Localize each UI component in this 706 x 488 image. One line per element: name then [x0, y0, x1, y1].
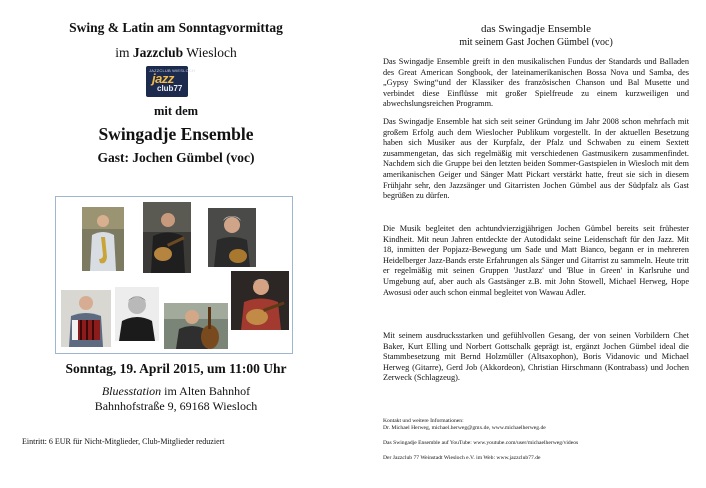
photo-guitarist-2 [208, 208, 256, 267]
article-right-column [383, 0, 689, 488]
photo-guitarist-1 [143, 202, 191, 273]
event-date-time: Sonntag, 19. April 2015, um 11:00 Uhr [65, 361, 287, 376]
guitarist-icon [208, 208, 256, 267]
guitarist-icon [143, 202, 191, 273]
photo-saxophone-player [82, 207, 124, 271]
band-photo-collage [55, 196, 293, 354]
article-paragraph: Die Musik begleitet den achtundvierzigjährigen Jochen Gümbel bereits seit frühester Kindheit. Mit neun Jahren entdeckte der Autodidakt seine Leidenschaft für den Jazz. Mit 18, inmitten der Popjazz-Bewegung um Sade und Matt Bianco, begann er in mehreren Heidelberger Jazz-Bands erste Erfahrungen als Sänger und Gitarrist zu sammeln. Heute tritt er regelmäßig mit seinen Gruppen 'JustJazz' und 'Blue in Green' in Karlsruhe und Umgebung auf, aber auch als Gastsänger z.B. mit John Stowell, Michael Herweg, Hope Awosusi oder auch schon einmal begleitet von Wawau Adler. [383, 224, 689, 297]
with-text: mit dem [153, 104, 199, 118]
accordion-player-icon [61, 290, 111, 347]
photo-accordion-player [61, 290, 111, 347]
event-venue: Bluesstation im Alten Bahnhof [101, 384, 251, 398]
flyer-venue-line: im Jazzclub Wiesloch [115, 45, 237, 60]
photo-singer [115, 287, 159, 341]
event-address: Bahnhofstraße 9, 69168 Wiesloch [94, 399, 258, 413]
guitarist-icon [231, 271, 289, 330]
article-paragraph: Mit seinem ausdrucksstarken und gefühlvollen Gesang, der von seinen Vorbildern Chet Baker, Kurt Elling und Norbert Gottschalk geprägt ist, ergänzt Jochen Gümbel ideal die Stammbesetzung mit Bernd Holzmüller (Altsaxophon), Boris Vidanovic und Michael Herweg (Gitarre), Gerd Job (Akkordeon), Christian Hirschmann (Kontrabass) und Jochen Zerweck (Schlagzeug). [383, 331, 689, 383]
flyer-left-column [0, 0, 352, 488]
contact-heading: Kontakt und weitere Informationen: [383, 418, 464, 424]
jazzclub-logo: JAZZCLUB WIESLOCH jazz club77 [146, 66, 188, 97]
photo-guitarist-3 [231, 271, 289, 330]
article-paragraph: Das Swingadje Ensemble hat sich seit seiner Gründung im Jahr 2008 schon mehrfach mit großem Erfolg auch dem Wieslocher Publikum vorgestellt. In der aktuellen Besetzung haben sich Musiker aus der Kurpfalz, der Pfalz und Schwaben zu einem Sextett zusammengetan, das sich regelmäßig mit verschiedenen Gastmusikern zusammenfindet. Nachdem sich die Gruppe bei den letzten beiden Sommer-Gastspielen in Wiesloch mit dem amerikanischen Geiger und Sänger Matt Pickart verstärkt hatte, freut sie sich in diesem Frühjahr sehr, den Jazzsänger und Gitarristen Jochen Gümbel aus der Südpfalz als Gast begrüßen zu dürfen. [383, 117, 689, 201]
flyer-title: Swing & Latin am Sonntagvormittag [69, 20, 283, 35]
contact-line: Dr. Michael Herweg, michael.herweg@gmx.de, www.michaelherweg.de [383, 425, 546, 431]
bass-player-icon [164, 303, 228, 349]
article-title: das Swingadje Ensemble [481, 23, 591, 35]
admission-info: Eintritt: 6 EUR für Nicht-Mitglieder, Club-Mitglieder reduziert [22, 437, 225, 446]
guest-line: Gast: Jochen Gümbel (voc) [97, 150, 255, 165]
saxophone-player-icon [82, 207, 124, 271]
photo-bass-player [164, 303, 228, 349]
article-paragraph: Das Swingadje Ensemble greift in den musikalischen Fundus der Standards und Balladen des Great American Songbook, der lateinamerikanischen Bossa Nova und Samba, des „Gypsy Swing“und der Klassiker des französischen Chanson und Bal Musette und verbindet diese Einflüsse mit großer Spielfreude zu einem kurzweiligen und abwechslungsreichen Programm. [383, 57, 689, 109]
singer-portrait-icon [115, 287, 159, 341]
club-web-line: Der Jazzclub 77 Weinstadt Wiesloch e.V. im Web: www.jazzclub77.de [383, 455, 541, 461]
article-subtitle: mit seinem Gast Jochen Gümbel (voc) [459, 37, 613, 48]
youtube-line: Das Swingadje Ensemble auf YouTube: www.youtube.com/user/michaelherweg/videos [383, 440, 579, 446]
band-name: Swingadje Ensemble [98, 124, 254, 144]
